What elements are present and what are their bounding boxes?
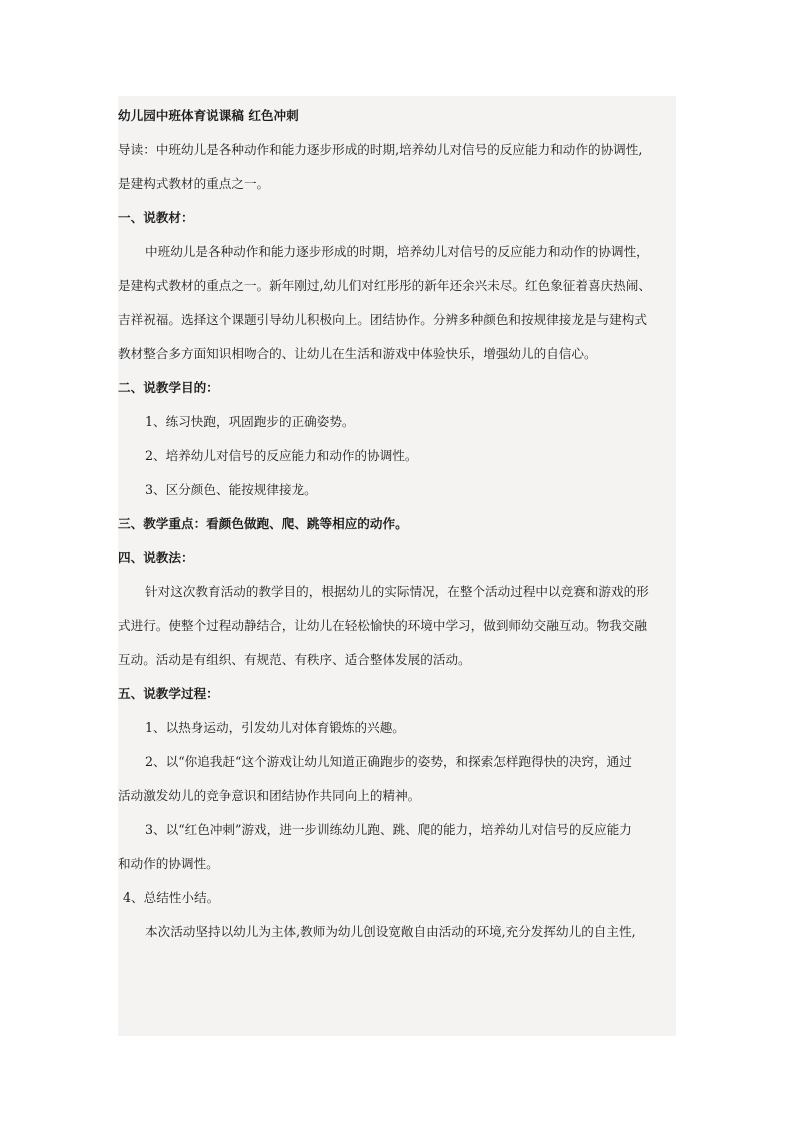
document-title: 幼儿园中班体育说课稿 红色冲刺 <box>118 108 299 123</box>
section-1-line-4: 教材整合多方面知识相吻合的、让幼儿在生活和游戏中体验快乐，增强幼儿的自信心。 <box>118 346 597 361</box>
section-5-item-2-line-1: 2、以“你追我赶“这个游戏让幼儿知道正确跑步的姿势，和探索怎样跑得快的决窍，通过 <box>145 754 632 769</box>
section-4-line-1: 针对这次教育活动的教学目的，根据幼儿的实际情况，在整个活动过程中以竞赛和游戏的形 <box>145 584 649 599</box>
intro-line-2: 是建构式教材的重点之一。 <box>118 176 270 191</box>
section-1-line-3: 吉祥祝福。选择这个课题引导幼儿积极向上。团结协作。分辨多种颜色和按规律接龙是与建构式 <box>118 312 647 327</box>
section-4-heading: 四、说教法： <box>118 550 194 565</box>
section-4-line-3: 互动。活动是有组织、有规范、有秩序、适合整体发展的活动。 <box>118 652 471 667</box>
section-2-item-1: 1、练习快跑，巩固跑步的正确姿势。 <box>145 414 355 429</box>
section-1-line-2: 是建构式教材的重点之一。新年刚过,幼儿们对红彤彤的新年还余兴未尽。红色象征着喜庆热闹、 <box>118 278 651 293</box>
intro-line-1: 导读：中班幼儿是各种动作和能力逐步形成的时期,培养幼儿对信号的反应能力和动作的协调性, <box>118 142 643 157</box>
section-5-item-2-line-2: 活动激发幼儿的竞争意识和团结协作共同向上的精神。 <box>118 788 421 803</box>
section-1-heading: 一、说教材： <box>118 210 194 225</box>
document-page <box>118 96 676 1036</box>
section-5-item-1: 1、以热身运动，引发幼儿对体育锻炼的兴趣。 <box>145 720 405 735</box>
section-4-line-2: 式进行。使整个过程动静结合，让幼儿在轻松愉快的环境中学习，做到师幼交融互动。物我交融 <box>118 618 647 633</box>
document-body <box>118 96 676 949</box>
section-5-item-3-line-2: 和动作的协调性。 <box>118 856 219 871</box>
section-1-line-1: 中班幼儿是各种动作和能力逐步形成的时期，培养幼儿对信号的反应能力和动作的协调性， <box>145 244 649 259</box>
section-2-heading: 二、说教学目的： <box>118 380 219 395</box>
section-2-item-2: 2、培养幼儿对信号的反应能力和动作的协调性。 <box>145 448 418 463</box>
section-5-closing: 本次活动坚持以幼儿为主体,教师为幼儿创设宽敞自由活动的环境,充分发挥幼儿的自主性, <box>145 924 636 939</box>
section-5-heading: 五、说教学过程： <box>118 686 219 701</box>
section-5-item-4: 4、总结性小结。 <box>123 890 220 905</box>
section-2-item-3: 3、区分颜色、能按规律接龙。 <box>145 482 317 497</box>
section-3-heading: 三、教学重点：看颜色做跑、爬、跳等相应的动作。 <box>118 516 408 531</box>
section-5-item-3-line-1: 3、以“红色冲刺”游戏，进一步训练幼儿跑、跳、爬的能力，培养幼儿对信号的反应能力 <box>145 822 632 837</box>
